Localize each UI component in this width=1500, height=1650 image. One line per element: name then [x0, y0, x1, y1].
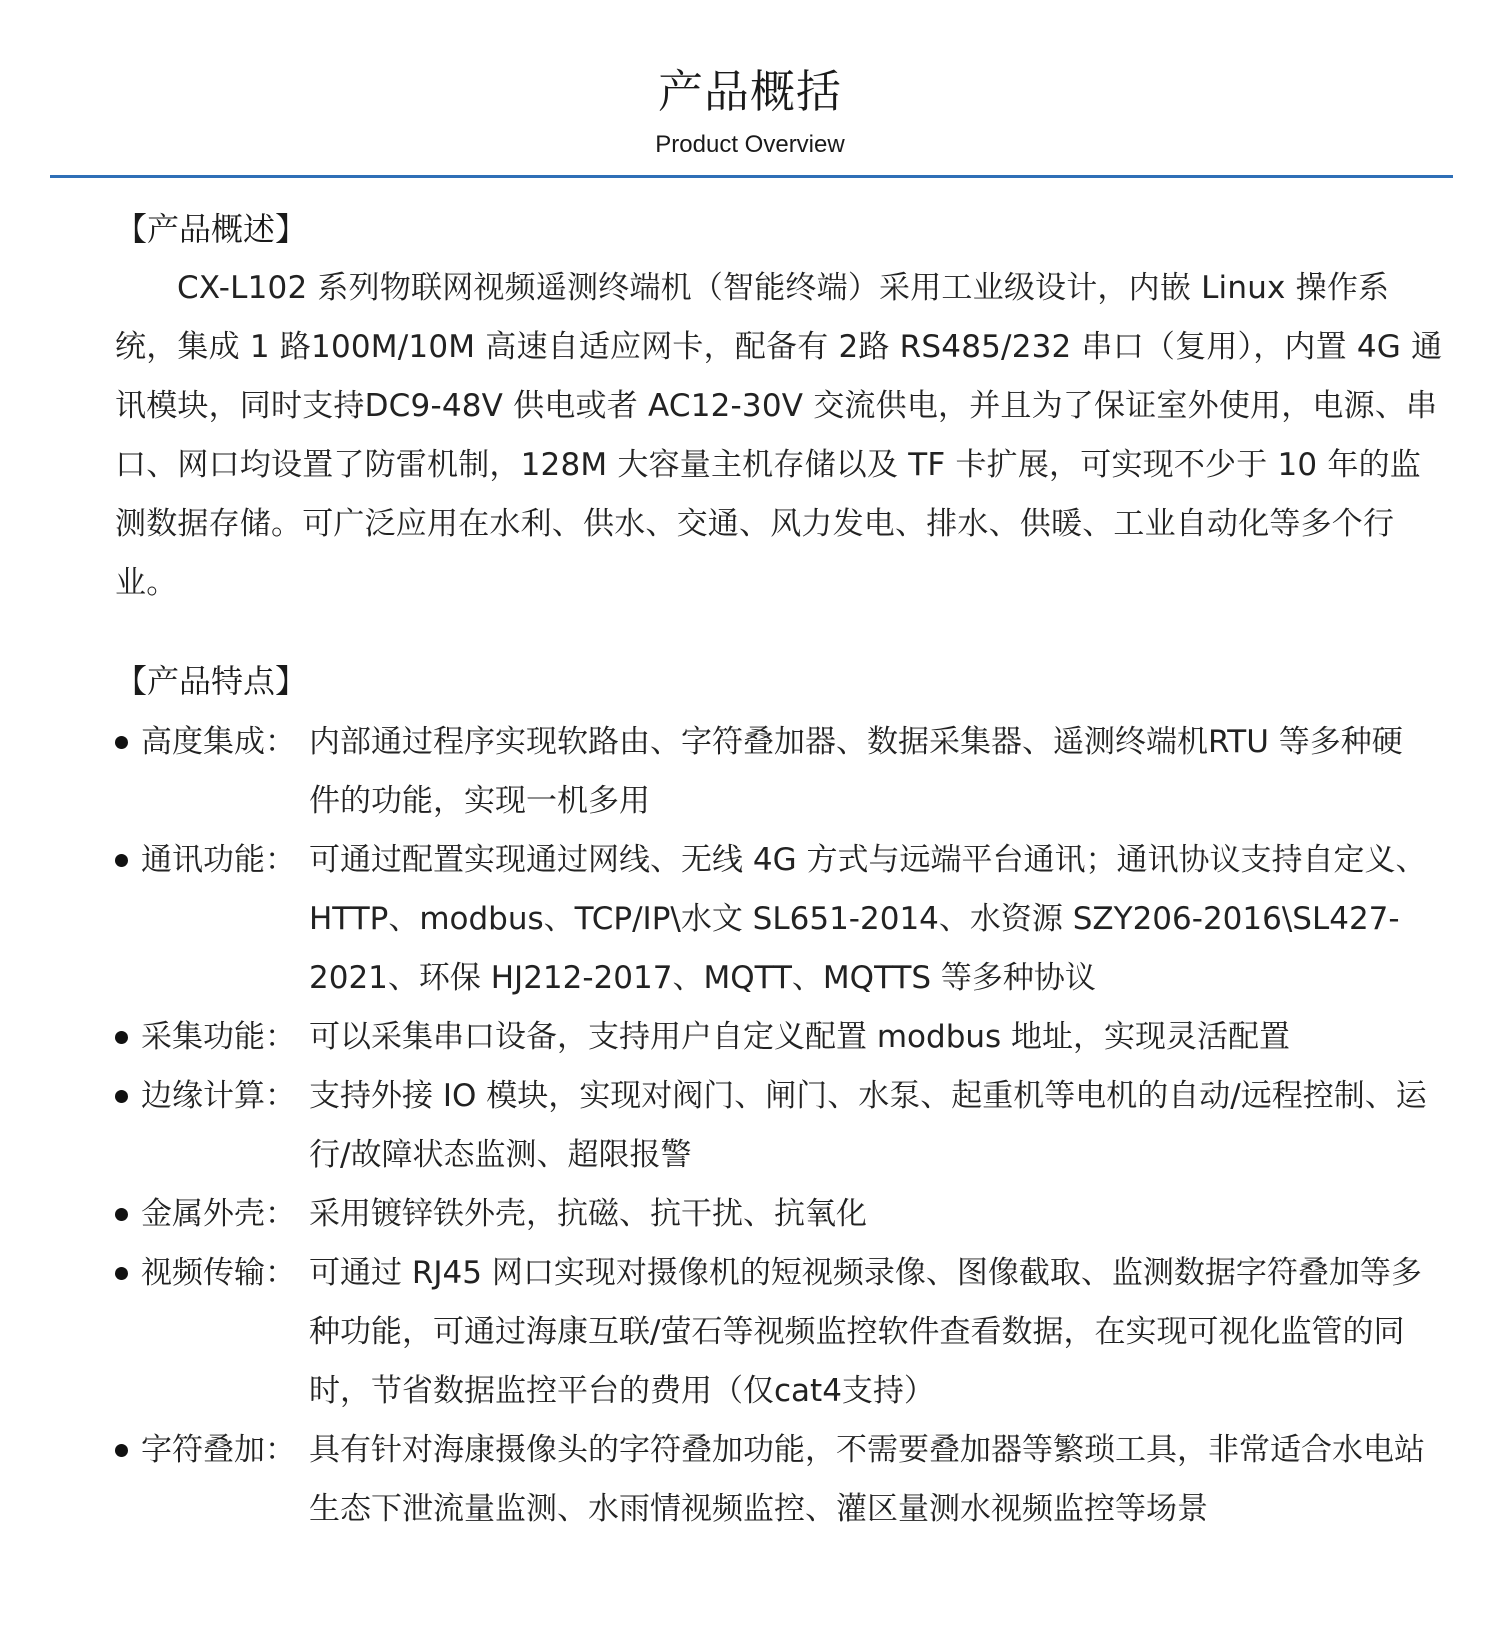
features-heading: 【产品特点】 — [115, 662, 308, 700]
bullet-icon — [115, 1185, 141, 1244]
feature-list — [115, 713, 1450, 1539]
feature-description: 可通过配置实现通过网线、无线 4G 方式与远端平台通讯；通讯协议支持自定义、HTTP、modbus、TCP/IP\水文 SL651-2014、水资源 SZY206-2016\SL427-2021、环保 HJ212-2017、MQTT、MQTTS 等多种协议 — [309, 842, 1427, 996]
feature-name: 高度集成： — [141, 724, 296, 760]
feature-description: 内部通过程序实现软路由、字符叠加器、数据采集器、遥测终端机RTU 等多种硬件的功能，实现一机多用 — [309, 724, 1403, 819]
page-title: 产品概括 — [657, 65, 842, 118]
overview-paragraph: CX-L102 系列物联网视频遥测终端机（智能终端）采用工业级设计，内嵌 Linux 操作系统，集成 1 路100M/10M 高速自适应网卡，配备有 2路 RS485/232 串口（复用），内置 4G 通讯模块，同时支持DC9-48V 供电或者 AC12-30V 交流供电，并且为了保证室外使用，电源、串口、网口均设置了防雷机制，128M 大容量主机存储以及 TF 卡扩展，可实现不少于 10 年的监测数据存储。可广泛应用在水利、供水、交通、风力发电、排水、供暖、工业自动化等多个行业。 — [115, 270, 1443, 601]
bullet-icon — [115, 831, 141, 1008]
feature-description: 采用镀锌铁外壳，抗磁、抗干扰、抗氧化 — [309, 1196, 867, 1232]
page-subtitle: Product Overview — [655, 131, 845, 158]
header-divider — [50, 175, 1453, 178]
feature-item — [115, 1067, 1450, 1185]
feature-name: 采集功能： — [141, 1019, 296, 1055]
bullet-icon — [115, 1421, 141, 1539]
feature-description: 支持外接 IO 模块，实现对阀门、闸门、水泵、起重机等电机的自动/远程控制、运行/故障状态监测、超限报警 — [309, 1078, 1427, 1173]
bullet-icon — [115, 1244, 141, 1421]
feature-name: 通讯功能： — [141, 842, 296, 878]
bullet-icon — [115, 713, 141, 831]
feature-description: 可通过 RJ45 网口实现对摄像机的短视频录像、图像截取、监测数据字符叠加等多种功能，可通过海康互联/萤石等视频监控软件查看数据，在实现可视化监管的同时，节省数据监控平台的费用（仅cat4支持） — [309, 1255, 1422, 1409]
bullet-icon — [115, 1067, 141, 1185]
feature-name: 边缘计算： — [141, 1078, 296, 1114]
overview-heading: 【产品概述】 — [115, 210, 308, 248]
feature-description: 具有针对海康摄像头的字符叠加功能，不需要叠加器等繁琐工具，非常适合水电站生态下泄流量监测、水雨情视频监控、灌区量测水视频监控等场景 — [309, 1432, 1425, 1527]
bullet-icon — [115, 1008, 141, 1067]
feature-item — [115, 1421, 1450, 1539]
feature-item — [115, 1244, 1450, 1421]
feature-name: 字符叠加： — [141, 1432, 296, 1468]
feature-item — [115, 1185, 1450, 1244]
page-header — [0, 62, 1500, 160]
main-content — [115, 205, 1450, 1539]
feature-description: 可以采集串口设备，支持用户自定义配置 modbus 地址，实现灵活配置 — [309, 1019, 1291, 1055]
feature-item — [115, 1008, 1450, 1067]
feature-name: 金属外壳： — [141, 1196, 296, 1232]
feature-item — [115, 713, 1450, 831]
feature-name: 视频传输： — [141, 1255, 296, 1291]
feature-item — [115, 831, 1450, 1008]
